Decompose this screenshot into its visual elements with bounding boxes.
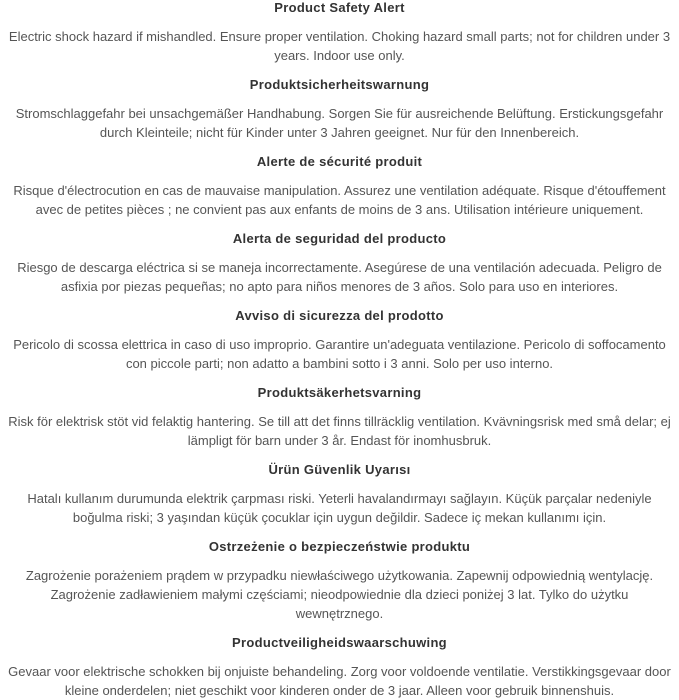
safety-section-heading: Ostrzeżenie o bezpieczeństwie produktu bbox=[208, 539, 471, 554]
safety-section-it bbox=[8, 309, 671, 373]
safety-section-heading: Produktsäkerhetsvarning bbox=[257, 385, 422, 400]
safety-section-body: Zagrożenie porażeniem prądem w przypadku niewłaściwego użytkowania. Zapewnij odpowiednią wentylację. Zagrożenie zadławieniem małymi częściami; nieodpowiednie dla dzieci poniżej 3 lat. Tylko do użytku wewnętrznego. bbox=[25, 568, 654, 621]
safety-section-sv bbox=[8, 386, 671, 450]
safety-section-tr bbox=[8, 463, 671, 527]
safety-section-heading: Ürün Güvenlik Uyarısı bbox=[268, 462, 411, 477]
safety-section-pl bbox=[8, 540, 671, 623]
safety-section-nl bbox=[8, 636, 671, 700]
safety-section-fr bbox=[8, 155, 671, 219]
safety-section-body: Riesgo de descarga eléctrica si se maneja incorrectamente. Asegúrese de una ventilación adecuada. Peligro de asfixia por piezas pequeñas; no apto para niños menores de 3 años. Solo para uso en interiores. bbox=[17, 260, 662, 294]
safety-section-body: Pericolo di scossa elettrica in caso di uso improprio. Garantire un'adeguata ventilazione. Pericolo di soffocamento con piccole parti; non adatto a bambini sotto i 3 anni. Solo per uso interno. bbox=[13, 337, 666, 371]
safety-section-es bbox=[8, 232, 671, 296]
safety-section-body: Electric shock hazard if mishandled. Ensure proper ventilation. Choking hazard small parts; not for children under 3 years. Indoor use only. bbox=[8, 29, 671, 63]
safety-section-heading: Avviso di sicurezza del prodotto bbox=[235, 308, 444, 323]
safety-section-heading: Produktsicherheitswarnung bbox=[249, 77, 430, 92]
safety-section-heading: Alerta de seguridad del producto bbox=[232, 231, 447, 246]
safety-section-body: Stromschlaggefahr bei unsachgemäßer Handhabung. Sorgen Sie für ausreichende Belüftung. Erstickungsgefahr durch Kleinteile; nicht für Kinder unter 3 Jahren geeignet. Nur für den Innenbereich. bbox=[15, 106, 664, 140]
safety-section-heading: Alerte de sécurité produit bbox=[256, 154, 423, 169]
safety-section-body: Risk för elektrisk stöt vid felaktig hantering. Se till att det finns tillräcklig ventilation. Kvävningsrisk med små delar; ej lämpligt för barn under 3 år. Endast för inomhusbruk. bbox=[8, 414, 671, 448]
safety-section-heading: Product Safety Alert bbox=[274, 0, 405, 15]
safety-section-heading: Productveiligheidswaarschuwing bbox=[232, 635, 447, 650]
safety-section-body: Gevaar voor elektrische schokken bij onjuiste behandeling. Zorg voor voldoende ventilatie. Verstikkingsgevaar door kleine onderdelen; niet geschikt voor kinderen onder de 3 jaar. Alleen voor gebruik binnenshuis. bbox=[8, 664, 671, 698]
safety-section-body: Risque d'électrocution en cas de mauvaise manipulation. Assurez une ventilation adéquate. Risque d'étouffement avec de petites pièces ; ne convient pas aux enfants de moins de 3 ans. Utilisation intérieure uniquement. bbox=[13, 183, 666, 217]
safety-section-de bbox=[8, 78, 671, 142]
safety-section-en bbox=[8, 1, 671, 65]
safety-section-body: Hatalı kullanım durumunda elektrik çarpması riski. Yeterli havalandırmayı sağlayın. Küçük parçalar nedeniyle boğulma riski; 3 yaşından küçük çocuklar için uygun değildir. Sadece iç mekan kullanımı için. bbox=[27, 491, 652, 525]
